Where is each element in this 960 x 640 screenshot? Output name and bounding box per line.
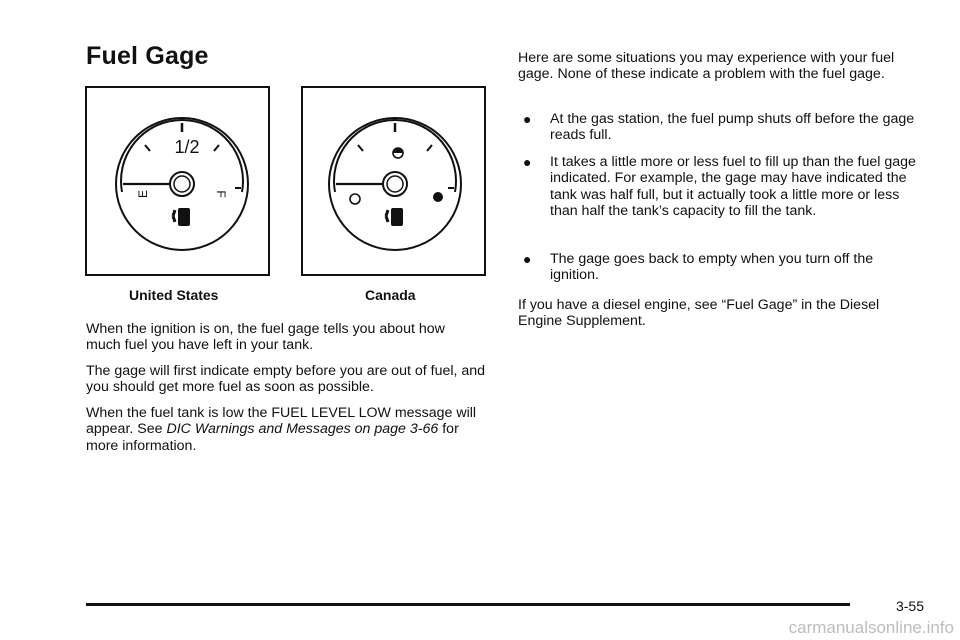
bullet-text-1: At the gas station, the fuel pump shuts off before the gage reads full.	[550, 111, 915, 144]
canada-caption: Canada	[365, 287, 416, 303]
us-caption: United States	[129, 287, 219, 303]
half-circle-icon	[393, 148, 403, 158]
canada-fuel-gauge-figure	[301, 86, 486, 276]
fuel-pump-icon	[173, 208, 190, 226]
bullet-dot: ●	[523, 111, 532, 127]
bullet-dot: ●	[523, 154, 532, 170]
page-number: 3-55	[895, 598, 924, 614]
footer-rule	[86, 603, 850, 606]
paragraph-3-tail: for more information.	[86, 421, 459, 454]
full-circle-icon	[433, 192, 443, 202]
empty-circle-icon	[350, 194, 360, 204]
bullet-item-3	[518, 251, 918, 284]
us-gauge-empty-label: E	[136, 189, 150, 199]
bullet-text-3: The gage goes back to empty when you turn off the ignition.	[550, 251, 874, 284]
situations-intro: Here are some situations you may experience with your fuel gage. None of these indicate a problem with the fuel gage.	[518, 50, 895, 83]
bullet-dot: ●	[523, 251, 532, 267]
fuel-gage-paragraph-1: When the ignition is on, the fuel gage tells you about how much fuel you have left in your tank.	[86, 321, 445, 354]
fuel-pump-icon	[386, 208, 403, 226]
bullet-text-2: It takes a little more or less fuel to fill up than the fuel gage indicated. For example, the gage may have indicated the tank was half full, but it actually took a little more or less than half the tank’s capacity to fill the tank.	[550, 154, 916, 220]
dic-warnings-reference: DIC Warnings and Messages on page 3-66	[166, 421, 439, 438]
watermark-logo: carmanualsonline.info	[788, 618, 954, 637]
bullet-item-1	[518, 111, 918, 144]
us-gauge-half-label: 1/2	[174, 137, 200, 157]
diesel-note: If you have a diesel engine, see “Fuel Gage” in the Diesel Engine Supplement.	[518, 297, 880, 330]
canada-gauge-face	[329, 118, 461, 250]
page-title: Fuel Gage	[86, 42, 209, 70]
fuel-gage-paragraph-3	[86, 405, 491, 454]
us-gauge-full-label: F	[214, 190, 228, 198]
fuel-gage-paragraph-2: The gage will first indicate empty before you are out of fuel, and you should get more fuel as soon as possible.	[86, 363, 486, 396]
bullet-item-2	[518, 154, 918, 220]
us-fuel-gauge-figure	[85, 86, 270, 276]
paragraph-3-text: When the fuel tank is low the FUEL LEVEL LOW message will appear. See	[86, 405, 477, 438]
